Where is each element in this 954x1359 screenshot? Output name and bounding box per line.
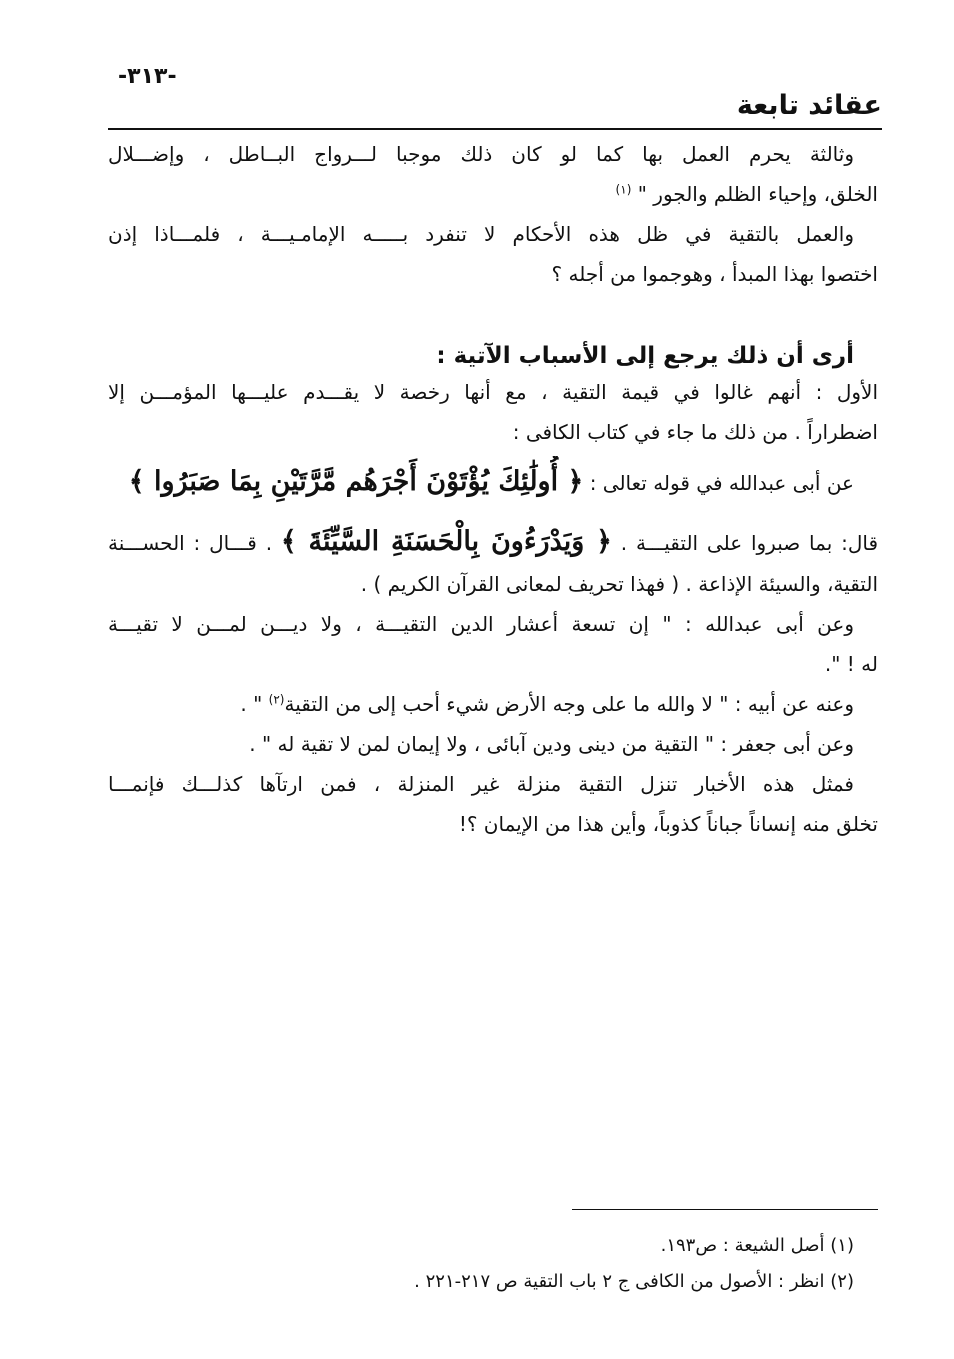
text-line [108,688,878,720]
text-line [108,516,878,568]
main-text [108,138,878,840]
footnote-ref-2: (٢) [268,692,285,707]
text-line: فمثل هذه الأخبار تنزل التقية منزلة غير المنزلة ، فمن ارتآها كذلـــك فإنمـــا [108,772,854,796]
footnote-ref-1: (١) [615,182,632,197]
quran-verse: ﴿ أُولَٰئِكَ يُؤْتَوْنَ أَجْرَهُم مَّرَّتَيْنِ بِمَا صَبَرُوا ﴾ [128,466,584,497]
text-line-content: قال: بما صبروا على التقيـــة . [620,531,878,555]
text-line: وعن أبى جعفر : " التقية من دينى ودين آبائى ، ولا إيمان لمن لا تقية له " . [249,732,854,756]
text-line-content: الخلق، وإحياء الظلم والجور " [637,182,878,206]
text-line-content: وعنه عن أبيه : " لا والله ما على وجه الأرض شيء أحب إلى من التقية [284,692,854,716]
text-line: الأول : أنهم غالوا في قيمة التقية ، مع أنها رخصة لا يقـــدم عليـــها المؤمـــن إلا [108,380,878,404]
page-number: -٣١٣- [118,64,177,89]
text-line: تخلق منه إنساناً جباناً كذوباً، وأين هذا من الإيمان ؟! [458,812,878,836]
text-line-content: " . [240,692,263,716]
text-line-content: عن أبى عبدالله في قوله تعالى : [589,471,854,495]
text-line [108,178,878,210]
text-line: اضطراراً . من ذلك ما جاء في كتاب الكافى : [512,420,878,444]
text-line: اختصوا بهذا المبدأ ، وهوجموا من أجله ؟ [551,262,878,286]
text-line: وعن أبى عبدالله : " إن تسعة أعشار الدين التقيـــة ، ولا ديـــن لمـــن لا تقيـــة [108,612,854,636]
footnote-1: (١) أصل الشيعة : ص١٩٣. [660,1235,854,1256]
text-line: والعمل بالتقية في ظل هذه الأحكام لا تنفرد بـــــه الإمامـيـــة ، فلمـــاذا إذن [108,222,854,246]
footnote-rule [572,1209,878,1210]
text-line: التقية، والسيئة الإذاعة . ( فهذا تحريف لمعانى القرآن الكريم ) . [360,572,878,596]
text-line-content: . قـــال : الحســـنة [108,531,273,555]
header-rule [108,128,882,130]
section-heading: أرى أن ذلك يرجع إلى الأسباب الآتية : [436,343,854,369]
footnote-2: (٢) انظر : الأصول من الكافى ج ٢ باب التقية ص ٢١٧-٢٢١ . [414,1271,854,1292]
text-line: وثالثة يحرم العمل بها كما لو كان ذلك موجبا لـــرواج البــاطل ، وإضـــلال [108,142,854,166]
text-line: له ! ". [824,652,878,676]
footnotes [414,1228,854,1300]
text-line [108,456,878,508]
running-title: عقائد تابعة [736,90,882,121]
quran-verse: ﴿ وَيَدْرَءُونَ بِالْحَسَنَةِ السَّيِّئَةَ ﴾ [280,526,612,557]
